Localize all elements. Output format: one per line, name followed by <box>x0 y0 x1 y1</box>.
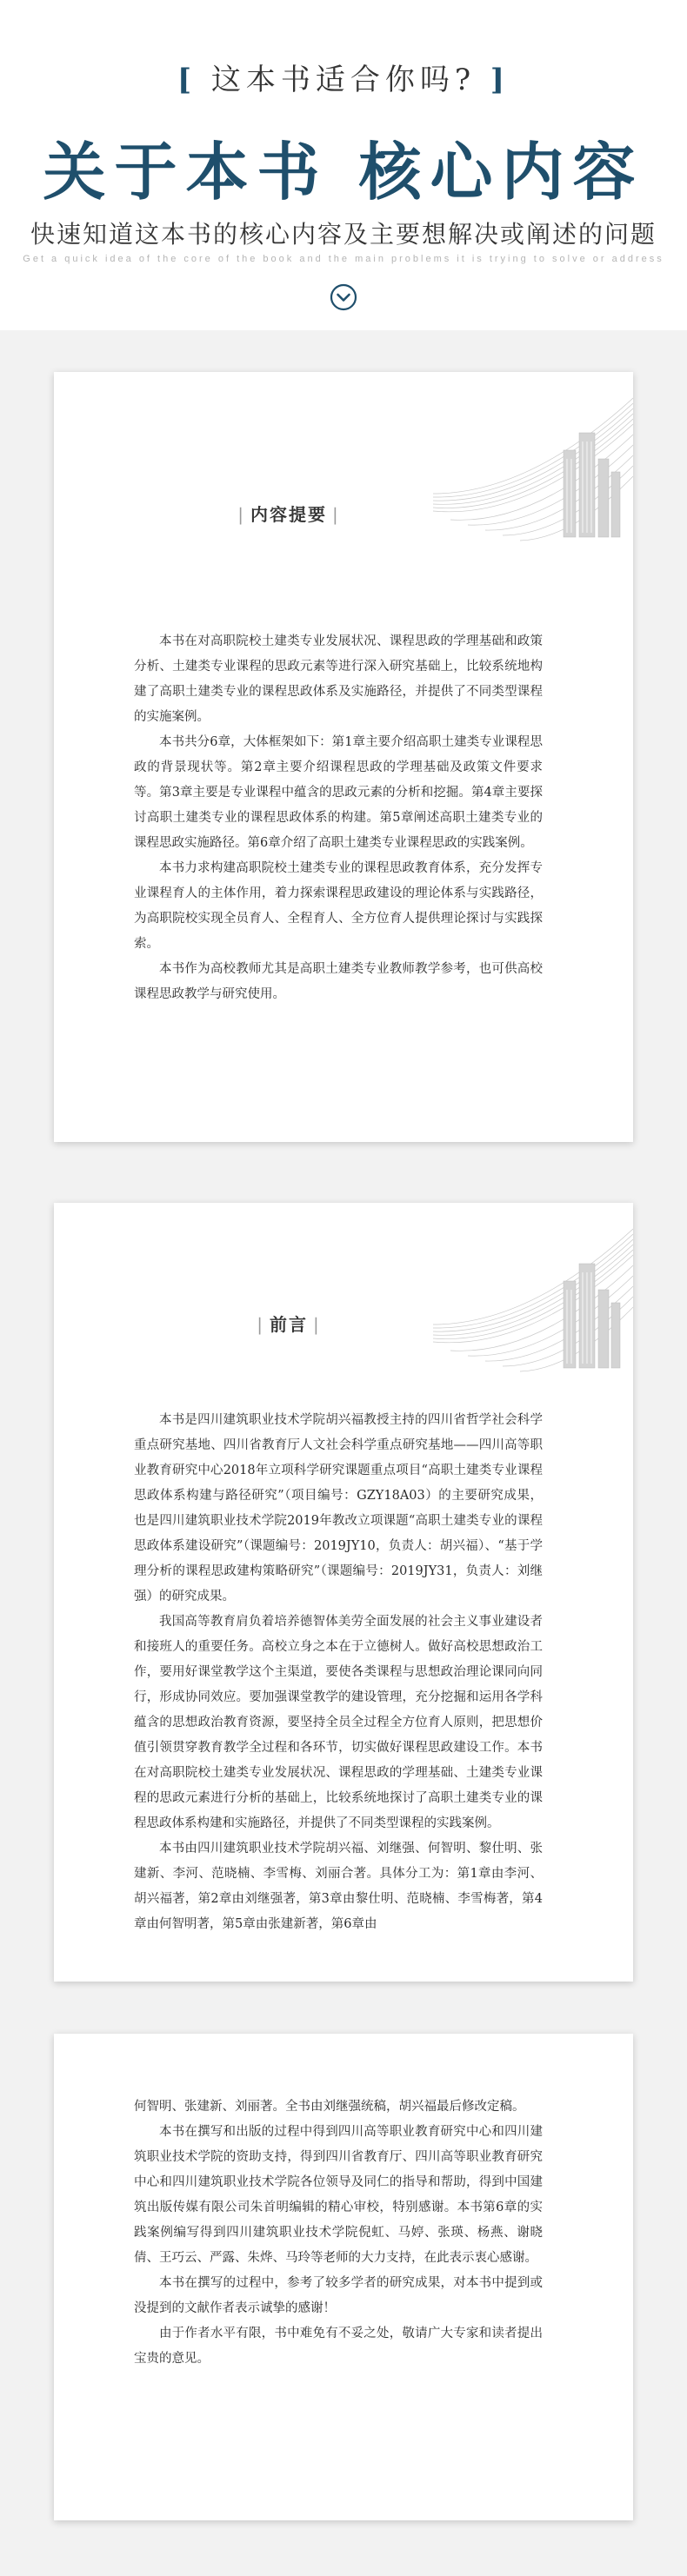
preface-paragraph: 由于作者水平有限，书中难免有不妥之处，敬请广大专家和读者提出宝贵的意见。 <box>134 2327 543 2366</box>
preface-paragraph: 本书是四川建筑职业技术学院胡兴福教授主持的四川省哲学社会科学重点研究基地、四川省教育厅人文社会科学重点研究基地——四川高等职业教育研究中心2018年立项科学研究课题重点项目“高职土建类专业课程思政体系构建与路径研究”（项目编号：GZY18A03）的主要研究成果，也是四川建筑职业技术学院2019年教改立项课题“高职土建类专业的课程思政体系建设研究”（课题编号：2019JY10，负责人：胡兴福）、“基于学理分析的课程思政建构策略研究”（课题编号：2019JY31，负责人：刘继强）的研究成果。 <box>134 1413 543 1603</box>
building-lines-decoration <box>433 1220 633 1394</box>
preface-body <box>134 1408 543 1937</box>
preface-paragraph: 本书由四川建筑职业技术学院胡兴福、刘继强、何智明、黎仕明、张建新、李河、范晓楠、李雪梅、刘丽合著。具体分工为：第1章由李河、胡兴福著，第2章由刘继强著，第3章由黎仕明、范晓楠、李雪梅著，第4章由何智明著，第5章由张建新著，第6章由 <box>134 1842 543 1931</box>
summary-paragraph: 本书作为高校教师尤其是高职土建类专业教师教学参考，也可供高校课程思政教学与研究使用。 <box>134 962 543 1001</box>
page-title: 关于本书 核心内容 <box>43 135 644 209</box>
section-title-preface-text: 前言 <box>270 1314 308 1335</box>
eyebrow-bracket-left: [ <box>177 63 197 97</box>
eyebrow <box>0 56 687 98</box>
preface-continued-body <box>134 2095 543 2372</box>
building-lines-decoration <box>433 389 633 563</box>
book-page-preface-continued <box>54 2034 633 2520</box>
eyebrow-bracket-right: ] <box>490 63 510 97</box>
section-title-summary-text: 内容提要 <box>250 504 327 525</box>
book-page-summary <box>54 372 633 1142</box>
preface-paragraph: 本书在撰写的过程中，参考了较多学者的研究成果，对本书中提到或没提到的文献作者表示诚挚的感谢！ <box>134 2276 543 2315</box>
eyebrow-text: 这本书适合你吗? <box>210 63 477 97</box>
preface-paragraph: 本书在撰写和出版的过程中得到四川高等职业教育研究中心和四川建筑职业技术学院的资助支持，得到四川省教育厅、四川高等职业教育研究中心和四川建筑职业技术学院各位领导及同仁的指导和帮助，得到中国建筑出版传媒有限公司朱首明编辑的精心审校，特别感谢。本书第6章的实践案例编写得到四川建筑职业技术学院倪虹、马婷、张瑛、杨燕、谢晓倩、王巧云、严露、朱烨、马玲等老师的大力支持，在此表示衷心感谢。 <box>134 2125 543 2265</box>
summary-paragraph: 本书共分6章，大体框架如下：第1章主要介绍高职土建类专业课程思政的背景现状等。第2章主要介绍课程思政的学理基础及政策文件要求等。第3章主要是专业课程中蕴含的思政元素的分析和挖掘。第4章主要探讨高职土建类专业的课程思政体系的构建。第5章阐述高职土建类专业的课程思政实施路径。第6章介绍了高职土建类专业课程思政的实践案例。 <box>134 735 543 850</box>
preface-paragraph: 我国高等教育肩负着培养德智体美劳全面发展的社会主义事业建设者和接班人的重要任务。高校立身之本在于立德树人。做好高校思想政治工作，要用好课堂教学这个主渠道，要使各类课程与思想政治理论课同向同行，形成协同效应。要加强课堂教学的建设管理，充分挖掘和运用各学科蕴含的思想政治教育资源，要坚持全员全过程全方位育人原则，把思想价值引领贯穿教育教学全过程和各环节，切实做好课程思政建设工作。本书在对高职院校土建类专业发展状况、课程思政的学理基础、土建类专业课程的思政元素进行分析的基础上，比较系统地探讨了高职土建类专业的课程思政体系构建和实施路径，并提供了不同类型课程的实践案例。 <box>134 1615 543 1830</box>
section-title-summary: | 内容提要 | <box>237 504 340 525</box>
chevron-down-icon[interactable] <box>330 283 357 311</box>
header <box>0 0 687 330</box>
summary-body <box>134 629 543 1007</box>
summary-paragraph: 本书在对高职院校土建类专业发展状况、课程思政的学理基础和政策分析、土建类专业课程的思政元素等进行深入研究基础上，比较系统地构建了高职土建类专业的课程思政体系及实施路径，并提供了不同类型课程的实施案例。 <box>134 634 543 724</box>
subtitle-english: Get a quick idea of the core of the book and the main problems it is trying to solve or address <box>23 254 664 264</box>
subtitle: 快速知道这本书的核心内容及主要想解决或阐述的问题 <box>30 220 657 249</box>
preface-paragraph: 何智明、张建新、刘丽著。全书由刘继强统稿，胡兴福最后修改定稿。 <box>134 2100 525 2114</box>
book-page-preface <box>54 1203 633 1982</box>
summary-paragraph: 本书力求构建高职院校土建类专业的课程思政教育体系，充分发挥专业课程育人的主体作用，着力探索课程思政建设的理论体系与实践路径，为高职院校实现全员育人、全程育人、全方位育人提供理论探讨与实践探索。 <box>134 861 543 951</box>
section-title-preface: | 前言 | <box>257 1314 321 1335</box>
